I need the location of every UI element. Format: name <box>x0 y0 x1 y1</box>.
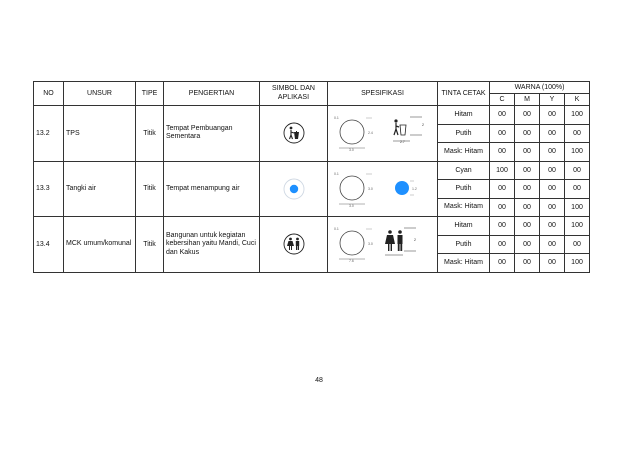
water-tank-icon <box>283 178 305 200</box>
c-cell: 00 <box>490 180 515 199</box>
c-cell: 00 <box>490 198 515 217</box>
spec-top-label: 0.1 <box>334 227 339 232</box>
row-unsur: Tangki air <box>64 161 136 217</box>
tinta-cell: Mask: Hitam <box>438 143 490 162</box>
c-cell: 00 <box>490 254 515 273</box>
m-cell: 00 <box>515 161 540 180</box>
k-cell: 00 <box>565 180 590 199</box>
spec-bottom-label: 7.6 <box>349 259 354 264</box>
header-m: M <box>515 94 540 106</box>
header-unsur: UNSUR <box>64 82 136 106</box>
k-cell: 100 <box>565 106 590 125</box>
m-cell: 00 <box>515 254 540 273</box>
row-tipe: Titik <box>136 106 164 162</box>
k-cell: 100 <box>565 217 590 236</box>
k-cell: 100 <box>565 198 590 217</box>
m-cell: 00 <box>515 235 540 254</box>
k-cell: 00 <box>565 235 590 254</box>
header-warna: WARNA (100%) <box>490 82 590 94</box>
spec-bottom-label: 3.0 <box>349 203 354 208</box>
spec-drawing <box>330 164 436 214</box>
y-cell: 00 <box>540 235 565 254</box>
k-cell: 100 <box>565 143 590 162</box>
m-cell: 00 <box>515 180 540 199</box>
header-c: C <box>490 94 515 106</box>
table-row <box>34 217 590 236</box>
header-no: NO <box>34 82 64 106</box>
header-simbol: SIMBOL DAN APLIKASI <box>260 82 328 106</box>
symbol-cell <box>260 161 328 217</box>
m-cell: 00 <box>515 106 540 125</box>
row-tipe: Titik <box>136 161 164 217</box>
trash-person-icon <box>283 122 305 144</box>
symbol-cell <box>260 217 328 273</box>
spec-drawing <box>330 219 436 269</box>
table-row <box>34 106 590 125</box>
row-no: 13.3 <box>34 161 64 217</box>
row-pengertian: Bangunan untuk kegiatan kebersihan yaitu Mandi, Cuci dan Kakus <box>164 217 260 273</box>
tinta-cell: Putih <box>438 180 490 199</box>
row-pengertian: Tempat Pembuangan Sementara <box>164 106 260 162</box>
y-cell: 00 <box>540 106 565 125</box>
tinta-cell: Cyan <box>438 161 490 180</box>
c-cell: 00 <box>490 217 515 236</box>
m-cell: 00 <box>515 217 540 236</box>
spec-drawing <box>330 108 436 158</box>
spec-side-label: 3.0 <box>368 186 373 191</box>
c-cell: 00 <box>490 106 515 125</box>
k-cell: 100 <box>565 254 590 273</box>
y-cell: 00 <box>540 198 565 217</box>
m-cell: 00 <box>515 198 540 217</box>
tinta-cell: Putih <box>438 124 490 143</box>
k-cell: 00 <box>565 124 590 143</box>
spec-top-label: 0.1 <box>334 171 339 176</box>
page-number: 48 <box>315 377 323 384</box>
row-unsur: TPS <box>64 106 136 162</box>
spec-icon-side-label: 2 <box>422 123 424 128</box>
y-cell: 00 <box>540 254 565 273</box>
tinta-cell: Mask: Hitam <box>438 198 490 217</box>
tinta-cell: Hitam <box>438 106 490 125</box>
header-pengertian: PENGERTIAN <box>164 82 260 106</box>
spec-cell <box>328 161 438 217</box>
spec-icon-bottom-label: 2.7 <box>400 140 405 145</box>
row-no: 13.2 <box>34 106 64 162</box>
k-cell: 00 <box>565 161 590 180</box>
m-cell: 00 <box>515 143 540 162</box>
y-cell: 00 <box>540 124 565 143</box>
c-cell: 00 <box>490 235 515 254</box>
spec-icon-side-label: 1.2 <box>412 186 417 191</box>
row-unsur: MCK umum/komunal <box>64 217 136 273</box>
m-cell: 00 <box>515 124 540 143</box>
row-pengertian: Tempat menampung air <box>164 161 260 217</box>
row-tipe: Titik <box>136 217 164 273</box>
spec-side-label: 3.0 <box>368 242 373 247</box>
header-k: K <box>565 94 590 106</box>
symbol-cell <box>260 106 328 162</box>
spec-cell <box>328 217 438 273</box>
c-cell: 00 <box>490 143 515 162</box>
row-no: 13.4 <box>34 217 64 273</box>
restroom-icon <box>283 233 305 255</box>
header-tipe: TIPE <box>136 82 164 106</box>
y-cell: 00 <box>540 161 565 180</box>
spec-side-label: 2.4 <box>368 131 373 136</box>
tinta-cell: Hitam <box>438 217 490 236</box>
table-row <box>34 161 590 180</box>
spec-top-label: 0.1 <box>334 116 339 121</box>
spec-cell <box>328 106 438 162</box>
symbol-spec-table <box>33 81 590 273</box>
spec-bottom-label: 3.0 <box>349 148 354 153</box>
c-cell: 100 <box>490 161 515 180</box>
y-cell: 00 <box>540 180 565 199</box>
header-spesifikasi: SPESIFIKASI <box>328 82 438 106</box>
y-cell: 00 <box>540 143 565 162</box>
c-cell: 00 <box>490 124 515 143</box>
tinta-cell: Mask: Hitam <box>438 254 490 273</box>
spec-icon-side-label: 2 <box>414 238 416 243</box>
header-tinta: TINTA CETAK <box>438 82 490 106</box>
y-cell: 00 <box>540 217 565 236</box>
header-y: Y <box>540 94 565 106</box>
tinta-cell: Putih <box>438 235 490 254</box>
